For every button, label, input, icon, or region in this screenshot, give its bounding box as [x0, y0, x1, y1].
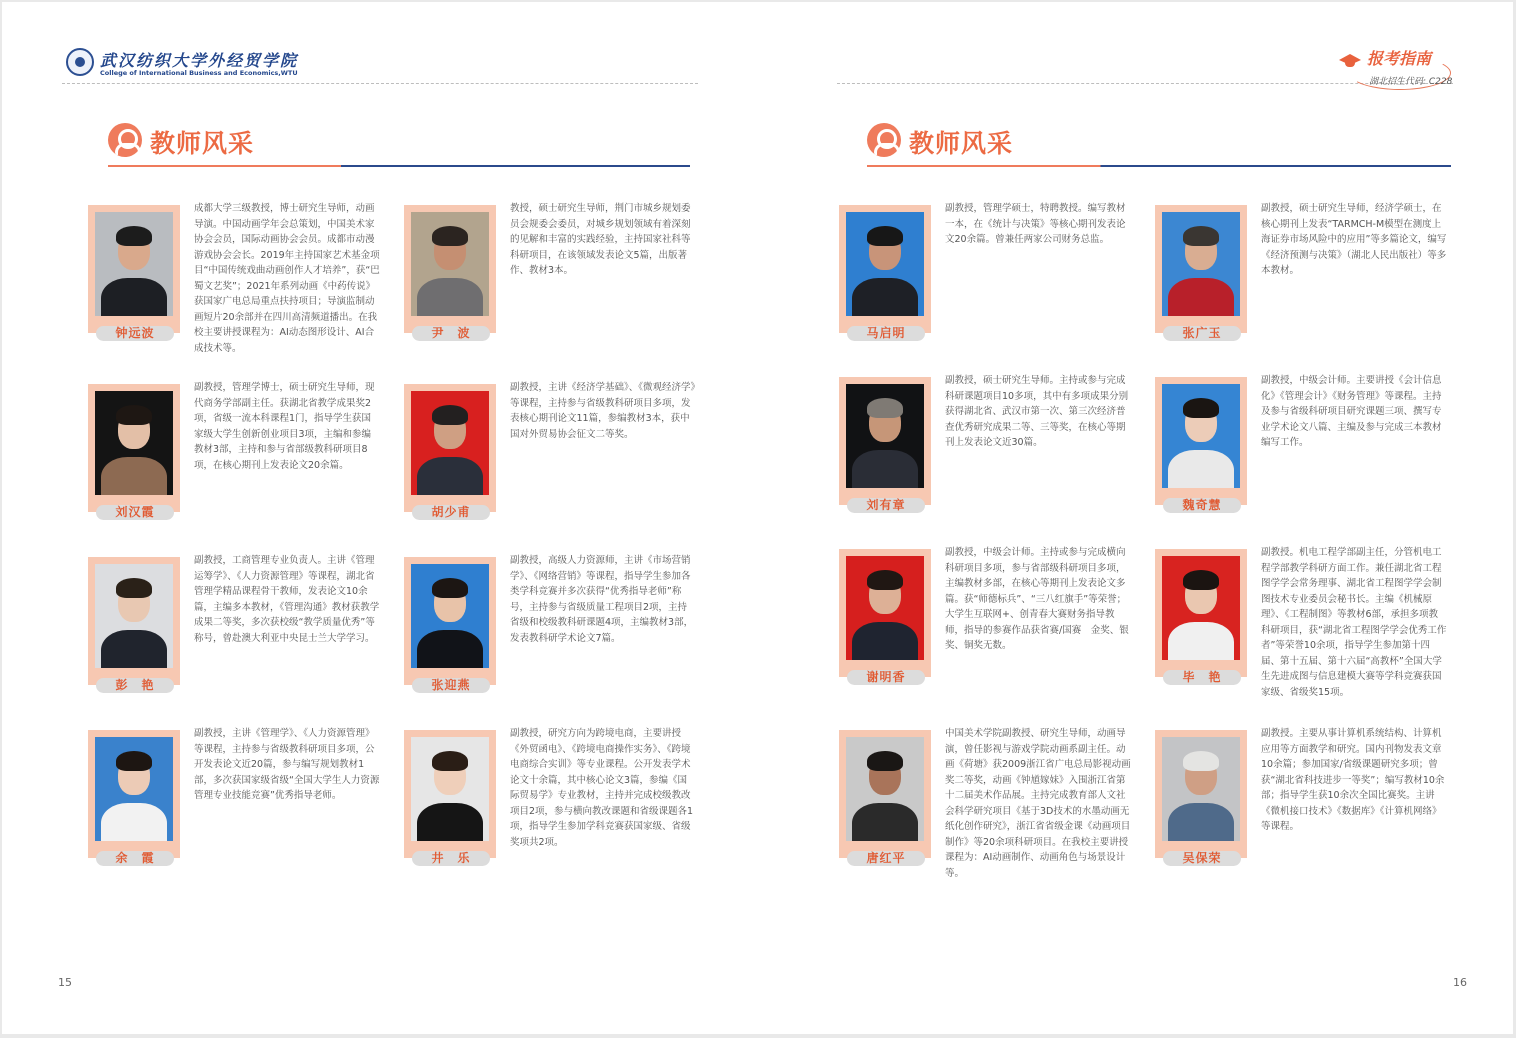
teacher-bio: 副教授。主要从事计算机系统结构、计算机应用等方面教学和研究。国内刊物发表文章10余篇；参加国家/省级课题研究多项；曾获“湖北省科技进步一等奖”；编写教材10余部；指导学生获10余次全国比赛奖。主讲《微机接口技术》《数据库》《计算机网络》等课程。: [1261, 728, 1445, 832]
teacher-photo: [1162, 556, 1240, 660]
teacher-bio: 副教授，研究方向为跨境电商，主要讲授《外贸函电》、《跨境电商操作实务》、《跨境电商综合实训》等专业课程。公开发表学术论文十余篇，其中核心论文3篇，参编《国际贸易学》专业教材，主持并完成校级教改项目2项，参与横向教改课题和省级课题各1项，指导学生参加学科竞赛获国家级、省级奖项共2项。: [510, 728, 694, 848]
photo-hair: [432, 226, 468, 246]
photo-clothing: [1168, 278, 1234, 316]
teacher-photo: [846, 737, 924, 841]
teacher-name: 井 乐: [412, 851, 490, 866]
teacher-bio: 副教授，主讲《管理学》、《人力资源管理》等课程，主持参与省级教科研项目多项，公开发表论文近20篇，参与编写规划教材1部，多次获国家级省级“全国大学生人力资源管理专业技能竞赛”优秀指导老师。: [194, 728, 380, 801]
photo-hair: [1183, 751, 1219, 771]
photo-clothing: [101, 803, 167, 841]
photo-hair: [867, 226, 903, 246]
teacher-photo-frame: [88, 205, 180, 333]
teacher-photo: [95, 564, 173, 668]
photo-clothing: [1168, 803, 1234, 841]
teacher-name: 余 霞: [96, 851, 174, 866]
photo-clothing: [101, 278, 167, 316]
teacher-photo-frame: [1155, 377, 1247, 505]
teacher-photo: [411, 737, 489, 841]
teacher-avatar-icon: [867, 123, 901, 157]
photo-clothing: [417, 630, 483, 668]
teacher-photo: [95, 737, 173, 841]
teacher-bio: 副教授，中级会计师。主要讲授《会计信息化》《管理会计》《财务管理》等课程。主持及参与省级科研项目研究课题三项、撰写专业学术论文八篇、主编及参与完成三本教材编写工作。: [1261, 375, 1442, 448]
admission-guide-badge: [1335, 42, 1455, 98]
school-name-en: College of International Business and Economics,WTU: [100, 69, 298, 77]
photo-hair: [1183, 570, 1219, 590]
photo-clothing: [101, 630, 167, 668]
teacher-bio: 副教授，中级会计师。主持或参与完成横向科研项目多项，参与省部级科研项目多项，主编教材多部，在核心等期刊上发表论文多篇。获“师德标兵”、“三八红旗手”等荣誉；大学生互联网+、创青春大赛财务指导教师，指导的参赛作品获省赛/国赛 金奖、银奖、铜奖无数。: [945, 547, 1129, 651]
teacher-name: 魏奇慧: [1163, 498, 1241, 513]
photo-hair: [432, 405, 468, 425]
section-underline: [867, 165, 1451, 167]
photo-hair: [116, 751, 152, 771]
school-name-cn: 武汉纺织大学外经贸学院: [100, 51, 299, 70]
teacher-photo-frame: [839, 549, 931, 677]
teacher-photo-frame: [404, 384, 496, 512]
teacher-name: 彭 艳: [96, 678, 174, 693]
teacher-photo-frame: [88, 384, 180, 512]
teacher-name: 刘汉霞: [96, 505, 174, 520]
section-heading: [108, 122, 690, 168]
teacher-photo-frame: [839, 730, 931, 858]
teacher-name: 张广玉: [1163, 326, 1241, 341]
photo-hair: [1183, 226, 1219, 246]
photo-clothing: [1168, 450, 1234, 488]
teacher-photo-frame: [1155, 205, 1247, 333]
guide-title: 报考指南: [1367, 49, 1432, 68]
graduation-cap-icon: [1339, 52, 1361, 66]
teacher-bio: 副教授，高级人力资源师，主讲《市场营销学》、《网络营销》等课程，指导学生参加各类学科竞赛并多次获得“优秀指导老师”称号，主持参与省级质量工程项目2项，主持省级和校级教科研课题4项，主编教材3部，发表教科研学术论文7篇。: [510, 555, 694, 644]
section-title: 教师风采: [909, 129, 1014, 158]
photo-clothing: [417, 457, 483, 495]
teacher-photo: [1162, 737, 1240, 841]
teacher-photo: [846, 556, 924, 660]
teacher-photo: [411, 564, 489, 668]
teacher-name: 胡少甫: [412, 505, 490, 520]
page-number: 16: [1453, 976, 1467, 989]
teacher-photo: [846, 212, 924, 316]
photo-clothing: [417, 278, 483, 316]
teacher-photo: [95, 212, 173, 316]
section-title: 教师风采: [150, 129, 255, 158]
photo-hair: [867, 398, 903, 418]
enrollment-code: 湖北招生代码: C228: [1369, 77, 1453, 87]
teacher-photo: [1162, 384, 1240, 488]
page-number: 15: [58, 976, 72, 989]
teacher-photo-frame: [404, 205, 496, 333]
teacher-bio: 副教授，硕士研究生导师，经济学硕士，在核心期刊上发表“TARMCH-M模型在测度上海证券市场风险中的应用”等多篇论文，编写《经济预测与决策》（湖北人民出版社）等多本教材。: [1261, 203, 1447, 276]
teacher-bio: 副教授，主讲《经济学基础》、《微观经济学》等课程，主持参与省级教科研项目多项，发表核心期刊论文11篇，参编教材3本，获中国对外贸易协会征文二等奖。: [510, 382, 696, 440]
right-page: [757, 2, 1513, 1034]
teacher-photo-frame: [88, 730, 180, 858]
teacher-photo-frame: [839, 377, 931, 505]
photo-clothing: [417, 803, 483, 841]
photo-clothing: [852, 622, 918, 660]
photo-hair: [1183, 398, 1219, 418]
section-underline: [108, 165, 690, 167]
photo-hair: [116, 405, 152, 425]
photo-hair: [116, 578, 152, 598]
teacher-name: 刘有章: [847, 498, 925, 513]
teacher-name: 尹 波: [412, 326, 490, 341]
teacher-photo-frame: [404, 557, 496, 685]
photo-clothing: [852, 278, 918, 316]
teacher-name: 吴保荣: [1163, 851, 1241, 866]
teacher-bio: 成都大学三级教授，博士研究生导师，动画导演。中国动画学年会总策划，中国美术家协会会员，国际动画协会会员。成都市动漫游戏协会会长。2019年主持国家艺术基金项目“中国传统戏曲动画创作人才培养”，获“巴蜀文艺奖”；2021年系列动画《中药传说》获国家广电总局重点扶持项目；导演监制动画短片20余部并在四川高清频道播出。在我校主要讲授课程为：AI动态图形设计、AI合成技术等。: [194, 203, 380, 354]
teacher-bio: 副教授，管理学硕士，特聘教授。编写教材一本，在《统计与决策》等核心期刊发表论文20余篇。曾兼任两家公司财务总监。: [945, 203, 1126, 245]
photo-clothing: [852, 803, 918, 841]
teacher-photo-frame: [1155, 730, 1247, 858]
teacher-avatar-icon: [108, 123, 142, 157]
teacher-name: 谢明香: [847, 670, 925, 685]
photo-hair: [432, 751, 468, 771]
teacher-bio: 副教授，硕士研究生导师。主持或参与完成科研课题项目10多项，其中有多项成果分别获得湖北省、武汉市第一次、第三次经济普查优秀研究成果二等、三等奖，在核心等期刊上发表论文近30篇。: [945, 375, 1129, 448]
teacher-name: 唐红平: [847, 851, 925, 866]
section-heading: [867, 122, 1451, 168]
teacher-photo: [846, 384, 924, 488]
teacher-photo: [1162, 212, 1240, 316]
header-divider: [62, 83, 698, 84]
teacher-bio: 副教授。机电工程学部副主任，分管机电工程学部教学科研方面工作。兼任湖北省工程图学学会常务理事、湖北省工程图学学会制图技术专业委员会秘书长。主编《机械原理》、《工程制图》等教材6部，承担多项教科研项目，获“湖北省工程图学学会优秀工作者”等荣誉10余项，指导学生参加第十四届、第十五届、第十六届“高教杯”全国大学生先进成图与信息建模大赛等学科竞赛获国家级、省级奖15项。: [1261, 547, 1447, 698]
photo-hair: [432, 578, 468, 598]
teacher-name: 毕 艳: [1163, 670, 1241, 685]
photo-hair: [116, 226, 152, 246]
teacher-photo-frame: [839, 205, 931, 333]
photo-hair: [867, 570, 903, 590]
school-emblem-icon: [66, 48, 94, 76]
teacher-photo-frame: [404, 730, 496, 858]
left-page: [2, 2, 759, 1034]
photo-clothing: [101, 457, 167, 495]
teacher-photo: [411, 212, 489, 316]
school-logo: [66, 48, 316, 82]
teacher-photo-frame: [88, 557, 180, 685]
teacher-name: 钟远波: [96, 326, 174, 341]
photo-hair: [867, 751, 903, 771]
photo-clothing: [852, 450, 918, 488]
teacher-bio: 副教授，工商管理专业负责人。主讲《管理运筹学》、《人力资源管理》等课程，湖北省管理学精品课程骨干教师，发表论文10余篇，主编多本教材，《管理沟通》教材获教学成果二等奖，多次获校级“教学质量优秀”等称号，曾赴澳大利亚中央昆士兰大学学习。: [194, 555, 380, 644]
teacher-bio: 副教授，管理学博士，硕士研究生导师，现代商务学部副主任。获湖北省教学成果奖2项，省级一流本科课程1门，指导学生获国家级大学生创新创业项目3项，主编和参编教材3部，主持和参与省部级教科研项目8项，在核心期刊上发表论文20余篇。: [194, 382, 375, 471]
photo-clothing: [1168, 622, 1234, 660]
teacher-bio: 教授，硕士研究生导师，荆门市城乡规划委员会规委会委员，对城乡规划领域有着深刻的见解和丰富的实践经验，主持国家社科等科研项目，在该领域发表论文5篇，出版著作、教材3本。: [510, 203, 691, 276]
teacher-bio: 中国美术学院副教授、研究生导师，动画导演，曾任影视与游戏学院动画系副主任。动画《荷塘》获2009浙江省广电总局影视动画奖二等奖，动画《钟馗嫁妹》入围浙江省第十二届美术作品展。主持完成教育部人文社会科学研究项目《基于3D技术的水墨动画无纸化创作研究》，浙江省省级金课《动画项目制作》等20余项科研项目。在我校主要讲授课程为：AI动画制作、动画角色与场景设计等。: [945, 728, 1131, 879]
teacher-photo: [95, 391, 173, 495]
teacher-name: 张迎燕: [412, 678, 490, 693]
teacher-name: 马启明: [847, 326, 925, 341]
teacher-photo: [411, 391, 489, 495]
teacher-photo-frame: [1155, 549, 1247, 677]
